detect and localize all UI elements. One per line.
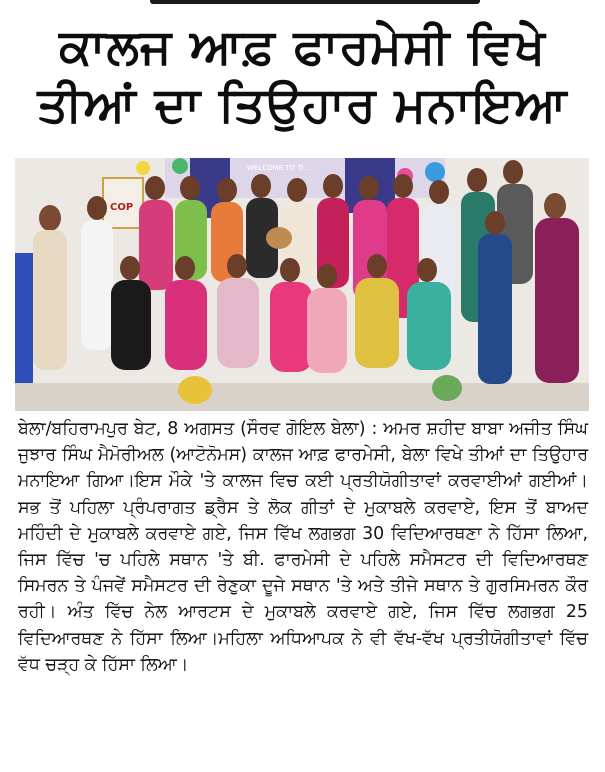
headline <box>0 18 605 134</box>
clipped-headline-fragment <box>150 0 480 4</box>
welcome-text: WELCOME TO TI... <box>247 164 311 172</box>
article-paragraph: ਬੇਲਾ/ਬਹਿਰਾਮਪੁਰ ਬੇਟ, 8 ਅਗਸਤ (ਸੌਰਵ ਗੋਇਲ ਬੇਲਾ) : ਅਮਰ ਸ਼ਹੀਦ ਬਾਬਾ ਅਜੀਤ ਸਿੰਘ ਜੁਝਾਰ ਸਿੰਘ ਮੈਮੋਰੀਅਲ (ਆਟੋਨੋਮਸ) ਕਾਲਜ ਆਫ਼ ਫਾਰਮੇਸੀ, ਬੇਲਾ ਵਿਖੇ ਤੀਆਂ ਦਾ ਤਿਉਹਾਰ ਮਨਾਇਆ ਗਿਆ।ਇਸ ਮੌਕੇ 'ਤੇ ਕਾਲਜ ਵਿਚ ਕਈ ਪ੍ਰਤੀਯੋਗੀਤਾਵਾਂ ਕਰਵਾਈਆਂ ਗਈਆਂ। ਸਭ ਤੋਂ ਪਹਿਲਾ ਪ੍ਰੰਪਰਾਗਤ ਡ੍ਰੈਸ ਤੇ ਲੋਕ ਗੀਤਾਂ ਦੇ ਮੁਕਾਬਲੇ ਕਰਵਾਏ, ਇਸ ਤੋਂ ਬਾਅਦ ਮਹਿੰਦੀ ਦੇ ਮੁਕਾਬਲੇ ਕਰਵਾਏ ਗਏ, ਜਿਸ ਵਿੱਖ ਲਗਭਗ 30 ਵਿਦਿਆਰਥਣਾ ਨੇ ਹਿੱਸਾ ਲਿਆ, ਜਿਸ ਵਿੱਚ 'ਚ ਪਹਿਲੇ ਸਥਾਨ 'ਤੇ ਬੀ. ਫਾਰਮੇਸੀ ਦੇ ਪਹਿਲੇ ਸਮੈਸਟਰ ਦੀ ਵਿਦਿਆਰਥਣ ਸਿਮਰਨ ਤੇ ਪੰਜਵੇਂ ਸਮੈਸਟਰ ਦੀ ਰੇਣੁਕਾ ਦੂਜੇ ਸਥਾਨ 'ਤੇ ਅਤੇ ਤੀਜੇ ਸਥਾਨ ਤੇ ਗੁਰਸਿਮਰਨ ਕੌਰ ਰਹੀ। ਅੰਤ ਵਿੱਚ ਨੇਲ ਆਰਟਸ ਦੇ ਮੁਕਾਬਲੇ ਕਰਵਾਏ ਗਏ, ਜਿਸ ਵਿੱਚ ਲਗਭਗ 25 ਵਿਦਿਆਰਥਣ ਨੇ ਹਿੱਸਾ ਲਿਆ।ਮਹਿਲਾ ਅਧਿਆਪਕ ਨੇ ਵੀ ਵੱਖ-ਵੱਖ ਪ੍ਰਤੀਯੋਗੀਤਾਵਾਂ ਵਿੱਚ ਵੱਧ ਚੜ੍ਹ ਕੇ ਹਿੱਸਾ ਲਿਆ। <box>18 419 588 675</box>
banner-text: COP <box>110 202 134 213</box>
headline-line-1: ਕਾਲਜ ਆਫ਼ ਫਾਰਮੇਸੀ ਵਿਖੇ <box>59 19 546 75</box>
event-photo <box>15 158 589 411</box>
headline-line-2: ਤੀਆਂ ਦਾ ਤਿਉਹਾਰ ਮਨਾਇਆ <box>37 77 568 133</box>
previous-article-clip <box>0 0 605 12</box>
group-photo-illustration <box>15 158 589 411</box>
article-body <box>18 416 588 678</box>
